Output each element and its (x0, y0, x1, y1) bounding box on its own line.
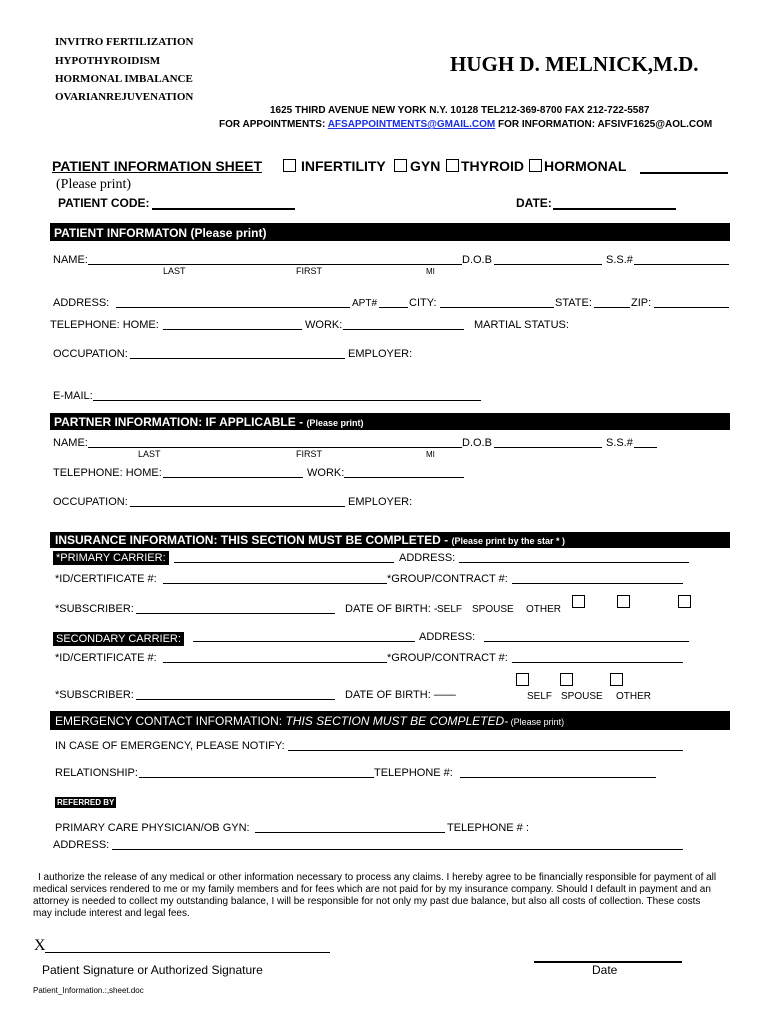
partner-occupation-field[interactable] (130, 506, 345, 507)
doctor-name: HUGH D. MELNICK,M.D. (450, 52, 699, 76)
primary-address-label: ADDRESS: (399, 552, 456, 564)
primary-address-field[interactable] (459, 562, 689, 563)
sheet-title: PATIENT INFORMATION SHEET (52, 158, 262, 174)
insurance-heading: INSURANCE INFORMATION: THIS SECTION MUST BE COMPLETED - (Please print by the star * ) (55, 533, 565, 547)
secondary-carrier-label: SECONDARY CARRIER: (53, 632, 184, 646)
primary-group-label: *GROUP/CONTRACT #: (387, 573, 508, 585)
secondary-dob-label: DATE OF BIRTH: —— (345, 689, 456, 701)
infertility-checkbox[interactable] (283, 159, 296, 172)
consent-line-1: I authorize the release of any medical or other information necessary to process any claims. I hereby agree to be financially responsible for payment of all (38, 872, 717, 883)
city-field[interactable] (440, 307, 554, 308)
apt-label: APT# (352, 298, 378, 309)
secondary-address-field[interactable] (484, 641, 689, 642)
secondary-self-checkbox[interactable] (516, 673, 529, 686)
pcp-address-field[interactable] (112, 849, 683, 850)
partner-employer-label: EMPLOYER: (348, 496, 413, 508)
employer-label: EMPLOYER: (348, 348, 413, 360)
first-caption: FIRST (296, 266, 322, 276)
secondary-other-checkbox[interactable] (610, 673, 623, 686)
patient-code-field[interactable] (152, 208, 295, 210)
signature-label: Patient Signature or Authorized Signature (42, 963, 263, 977)
partner-work-label: WORK: (307, 467, 345, 479)
state-field[interactable] (594, 307, 630, 308)
pcp-field[interactable] (255, 832, 445, 833)
zip-field[interactable] (654, 307, 729, 308)
ss-label: S.S.# (606, 254, 633, 266)
emergency-telephone-label: TELEPHONE #: (374, 767, 453, 779)
partner-occupation-label: OCCUPATION: (53, 496, 128, 508)
relationship-field[interactable] (139, 777, 374, 778)
primary-self-label: SELF (437, 604, 463, 615)
appointments-email-link[interactable]: AFSAPPOINTMENTS@GMAIL.COM (327, 119, 496, 130)
primary-carrier-field[interactable] (174, 562, 394, 563)
patient-info-heading: PATIENT INFORMATON (Please print) (54, 226, 267, 240)
primary-id-label: *ID/CERTIFICATE #: (55, 573, 157, 585)
service-hypothyroidism: HYPOTHYROIDISM (55, 55, 161, 67)
mi-caption: MI (426, 267, 435, 276)
primary-other-checkbox[interactable] (678, 595, 691, 608)
service-ivf: INVITRO FERTILIZATION (55, 36, 194, 48)
address-field[interactable] (116, 307, 350, 308)
please-print-note: (Please print) (56, 177, 132, 192)
last-caption: LAST (163, 266, 186, 276)
occupation-label: OCCUPATION: (53, 348, 128, 360)
partner-mi-caption: MI (426, 450, 435, 459)
dob-field[interactable] (494, 264, 602, 265)
secondary-carrier-field[interactable] (193, 641, 415, 642)
signature-x: X (34, 937, 46, 954)
relationship-label: RELATIONSHIP: (55, 767, 138, 779)
primary-group-field[interactable] (512, 583, 683, 584)
tel-home-label: TELEPHONE: HOME: (50, 319, 159, 331)
signature-field[interactable] (45, 952, 330, 953)
appointments-line (219, 119, 712, 130)
primary-dob-label: DATE OF BIRTH: - (345, 603, 438, 615)
service-ovarian: OVARIANREJUVENATION (55, 91, 194, 103)
partner-name-label: NAME: (53, 437, 88, 449)
secondary-id-label: *ID/CERTIFICATE #: (55, 652, 157, 664)
email-label: E-MAIL: (53, 390, 93, 402)
address-label: ADDRESS: (53, 297, 110, 309)
work-field[interactable] (343, 329, 464, 330)
zip-label: ZIP: (631, 297, 652, 309)
date-field[interactable] (553, 208, 676, 210)
notify-label: IN CASE OF EMERGENCY, PLEASE NOTIFY: (55, 740, 285, 752)
pcp-address-label: ADDRESS: (53, 839, 110, 851)
partner-info-heading: PARTNER INFORMATION: IF APPLICABLE - (Please print) (54, 415, 364, 429)
partner-first-caption: FIRST (296, 449, 322, 459)
partner-ss-label: S.S.# (606, 437, 633, 449)
pcp-telephone-label: TELEPHONE # : (447, 822, 529, 834)
service-hormonal: HORMONAL IMBALANCE (55, 73, 193, 85)
secondary-subscriber-field[interactable] (136, 699, 335, 700)
primary-spouse-label: SPOUSE (472, 604, 514, 615)
pcp-label: PRIMARY CARE PHYSICIAN/OB GYN: (55, 822, 250, 834)
info-email: FOR INFORMATION: AFSIVF1625@AOL.COM (495, 119, 713, 130)
secondary-address-label: ADDRESS: (419, 631, 476, 643)
signature-date-label: Date (592, 963, 618, 977)
partner-tel-home-field[interactable] (163, 477, 303, 478)
work-label: WORK: (305, 319, 343, 331)
consent-line-3: attorney is needed to collect my outstanding balance, I will be responsible for not only my past due balance, but also all costs of collection. These costs (33, 896, 701, 907)
primary-self-checkbox[interactable] (572, 595, 585, 608)
emergency-telephone-field[interactable] (460, 777, 656, 778)
primary-subscriber-field[interactable] (136, 613, 335, 614)
footer-filename: Patient_Information.:,sheet.doc (33, 986, 144, 995)
gyn-label: GYN (410, 158, 441, 174)
secondary-group-label: *GROUP/CONTRACT #: (387, 652, 508, 664)
patient-code-label: PATIENT CODE: (58, 196, 150, 210)
thyroid-label: THYROID (461, 158, 524, 174)
primary-spouse-checkbox[interactable] (617, 595, 630, 608)
partner-tel-home-label: TELEPHONE: HOME: (53, 467, 162, 479)
emergency-heading: EMERGENCY CONTACT INFORMATION: THIS SECTION MUST BE COMPLETED- (Please print) (55, 714, 565, 728)
partner-dob-label: D.O.B (462, 437, 492, 449)
secondary-id-field[interactable] (163, 662, 387, 663)
partner-work-field[interactable] (344, 477, 464, 478)
hormonal-checkbox[interactable] (529, 159, 542, 172)
marital-label: MARTIAL STATUS: (474, 319, 569, 331)
ss-field[interactable] (634, 264, 729, 265)
primary-id-field[interactable] (163, 583, 387, 584)
state-label: STATE: (555, 297, 592, 309)
hormonal-label: HORMONAL (544, 158, 627, 174)
secondary-group-field[interactable] (512, 662, 683, 663)
email-field[interactable] (93, 400, 481, 401)
hormonal-line (640, 172, 728, 174)
name-label: NAME: (53, 254, 88, 266)
clinic-address: 1625 THIRD AVENUE NEW YORK N.Y. 10128 TEL212-369-8700 FAX 212-722-5587 (270, 105, 650, 116)
notify-field[interactable] (288, 750, 683, 751)
secondary-spouse-checkbox[interactable] (560, 673, 573, 686)
gyn-checkbox[interactable] (394, 159, 407, 172)
appointments-label: FOR APPOINTMENTS: (219, 119, 328, 130)
thyroid-checkbox[interactable] (446, 159, 459, 172)
date-label: DATE: (516, 196, 552, 210)
occupation-field[interactable] (130, 358, 345, 359)
partner-name-field[interactable] (88, 447, 462, 448)
consent-line-4: may include interest and legal fees. (33, 908, 190, 919)
secondary-subscriber-label: *SUBSCRIBER: (55, 689, 134, 701)
partner-ss-field[interactable] (634, 447, 657, 448)
apt-field[interactable] (379, 307, 408, 308)
referred-by-label: REFERRED BY (57, 798, 115, 807)
primary-other-label: OTHER (526, 604, 561, 615)
secondary-other-label: OTHER (616, 691, 651, 702)
primary-carrier-label: *PRIMARY CARRIER: (53, 551, 169, 565)
dob-label: D.O.B (462, 254, 492, 266)
partner-dob-field[interactable] (494, 447, 602, 448)
secondary-self-label: SELF (527, 691, 553, 702)
partner-last-caption: LAST (138, 449, 161, 459)
secondary-spouse-label: SPOUSE (561, 691, 603, 702)
city-label: CITY: (409, 297, 437, 309)
infertility-label: INFERTILITY (301, 158, 386, 174)
consent-line-2: medical services rendered to me or my family members and for fees which are not paid for by my insurance company. Should I default in payment and an (33, 884, 711, 895)
tel-home-field[interactable] (163, 329, 302, 330)
name-field[interactable] (88, 264, 462, 265)
primary-subscriber-label: *SUBSCRIBER: (55, 603, 134, 615)
